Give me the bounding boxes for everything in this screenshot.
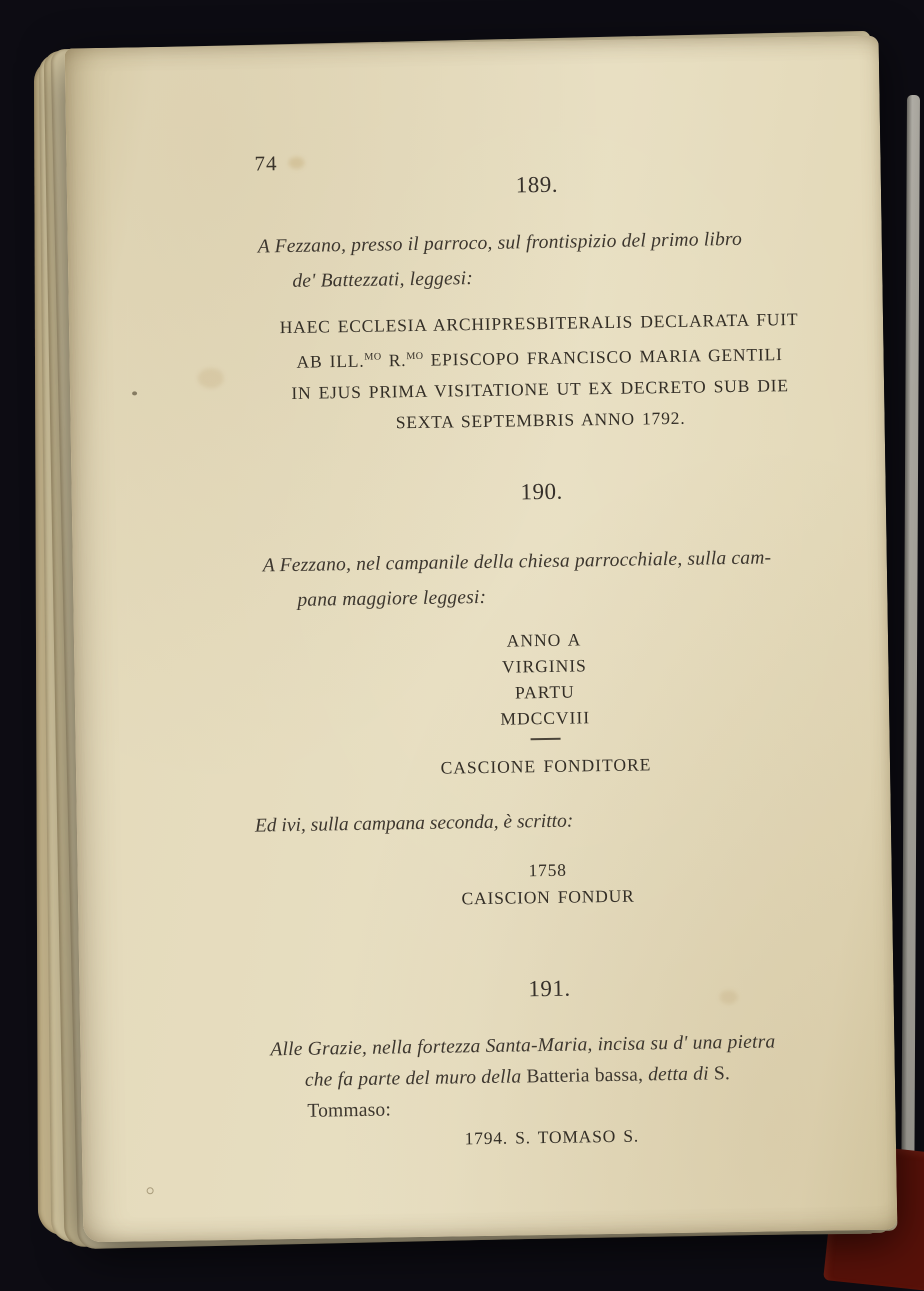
inscription-line: SEXTA SEPTEMBRIS ANNO 1792. bbox=[395, 407, 686, 433]
entry-190-second-bell-intro: Ed ivi, sulla campana seconda, è scritto: bbox=[254, 810, 574, 837]
entry-190-heading: 190. bbox=[520, 478, 564, 505]
paper-stain bbox=[198, 368, 224, 388]
intro-line: Alle Grazie, nella fortezza Santa-Maria, incisa su d' una pietra bbox=[270, 1031, 776, 1061]
superscript-abbrev: MO bbox=[364, 351, 382, 363]
inscription-line: 1758 bbox=[528, 859, 567, 881]
intro-line: de' Battezzati, leggesi: bbox=[292, 268, 474, 292]
superscript-abbrev: MO bbox=[406, 350, 424, 363]
inscription-line: ANNO A bbox=[506, 629, 582, 651]
inscription-line: CAISCION FONDUR bbox=[461, 885, 635, 909]
paper-speck bbox=[132, 391, 137, 395]
inscription-line: IN EJUS PRIMA VISITATIONE UT EX DECRETO SUB DIE bbox=[291, 374, 789, 403]
inscription-line: MDCCVIII bbox=[500, 707, 591, 729]
inscription-line: HAEC ECCLESIA ARCHIPRESBITERALIS DECLARATA FUIT bbox=[279, 308, 799, 338]
inscription-line: VIRGINIS bbox=[501, 655, 587, 677]
entry-190-bell-second-inscription bbox=[267, 852, 828, 915]
intro-line: pana maggiore leggesi: bbox=[297, 586, 487, 611]
intro-line: A Fezzano, nel campanile della chiesa parrocchiale, sulla cam- bbox=[262, 547, 772, 577]
inscription-text: EPISCOPO FRANCISCO MARIA GENTILI bbox=[423, 344, 783, 370]
intro-text-roman: Batteria bassa, bbox=[526, 1064, 649, 1088]
inscription-text: AB ILL. bbox=[296, 350, 365, 372]
intro-line: Tommaso: bbox=[307, 1099, 392, 1122]
entry-191-inscription: 1794. S. TOMASO S. bbox=[464, 1125, 640, 1149]
inscription-text: R. bbox=[381, 349, 407, 371]
inscription-divider-rule bbox=[531, 738, 561, 740]
entry-190-bell-major-inscription bbox=[264, 622, 826, 735]
book-page bbox=[65, 36, 898, 1243]
intro-text-roman: S. bbox=[713, 1062, 731, 1085]
entry-190-intro bbox=[263, 539, 824, 618]
entry-189-inscription bbox=[259, 304, 821, 441]
entry-191-intro bbox=[270, 1025, 831, 1127]
inscription-line: PARTU bbox=[514, 681, 575, 703]
adjacent-page-edge bbox=[901, 95, 920, 1240]
entry-189-heading: 189. bbox=[515, 171, 559, 198]
paper-stain bbox=[288, 157, 304, 169]
intro-text-italic: che fa parte del muro della bbox=[304, 1066, 527, 1091]
entry-191-heading: 191. bbox=[528, 975, 571, 1002]
intro-text-italic: detta di bbox=[647, 1063, 715, 1086]
page-number: 74 bbox=[254, 151, 278, 176]
paper-mark bbox=[147, 1187, 154, 1194]
entry-189-intro bbox=[258, 221, 819, 300]
page-content bbox=[254, 161, 832, 1155]
entry-190-founder-line: CASCIONE FONDITORE bbox=[440, 754, 652, 778]
intro-line: A Fezzano, presso il parroco, sul frontispizio del primo libro bbox=[257, 228, 743, 258]
